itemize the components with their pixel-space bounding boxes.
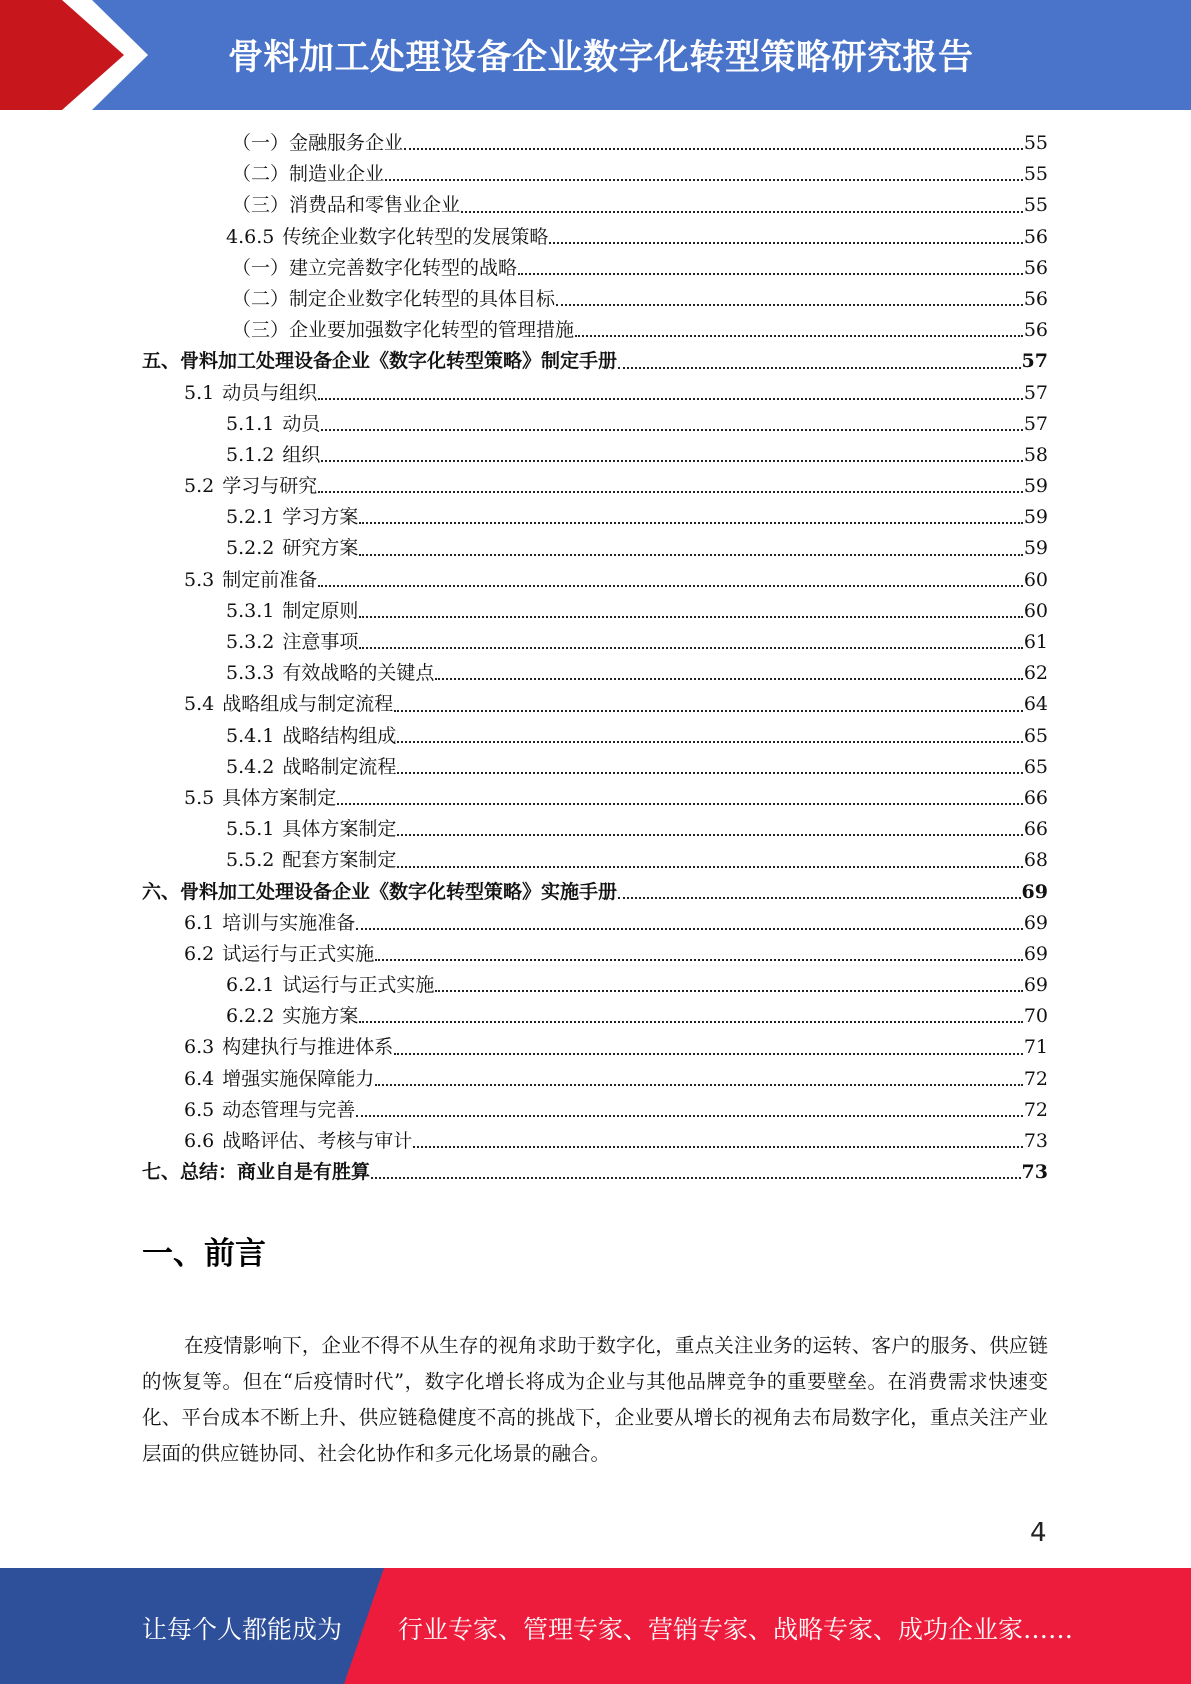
toc-entry-number: 5.3.2	[226, 631, 275, 653]
toc-entry-label: 战略制定流程	[282, 755, 397, 778]
toc-entry[interactable]	[142, 752, 1048, 783]
toc-entry-label: 具体方案制定	[222, 786, 337, 809]
toc-dot-leader	[618, 367, 1021, 369]
toc-entry-number: 5.4.2	[226, 755, 275, 778]
toc-entry[interactable]	[142, 908, 1048, 939]
toc-dot-leader	[318, 398, 1023, 400]
toc-entry[interactable]	[142, 253, 1048, 284]
toc-entry-page: 66	[1023, 786, 1048, 809]
toc-entry-label: （二）制定企业数字化转型的具体目标	[232, 287, 556, 310]
toc-entry[interactable]	[142, 970, 1048, 1001]
toc-entry-page: 65	[1023, 755, 1048, 778]
toc-entry-page: 60	[1023, 599, 1048, 622]
toc-entry-number: 6.1	[184, 911, 215, 934]
toc-dot-leader	[318, 491, 1023, 493]
toc-dot-leader	[359, 1021, 1022, 1023]
toc-entry[interactable]	[142, 1126, 1048, 1157]
toc-dot-leader	[359, 647, 1022, 649]
toc-entry-label: 制定前准备	[222, 568, 318, 591]
toc-dot-leader	[618, 897, 1021, 899]
toc-entry-label: 增强实施保障能力	[222, 1067, 375, 1090]
toc-entry[interactable]	[142, 378, 1048, 409]
toc-entry-number: 4.6.5	[226, 225, 275, 248]
toc-entry-label: 制定原则	[282, 599, 359, 622]
toc-entry-page: 57	[1023, 412, 1048, 435]
toc-entry-page: 69	[1023, 942, 1048, 965]
toc-entry-label: 试运行与正式实施	[282, 974, 435, 997]
toc-entry-number: 5.5.2	[226, 849, 275, 872]
toc-entry[interactable]	[142, 346, 1048, 377]
toc-entry-page: 70	[1023, 1005, 1048, 1028]
toc-entry-number: 5.1.1	[226, 412, 275, 435]
toc-entry[interactable]	[142, 721, 1048, 752]
toc-entry-page: 59	[1023, 537, 1048, 560]
toc-dot-leader	[318, 585, 1023, 587]
toc-entry-page: 66	[1023, 818, 1048, 841]
page-number: 4	[1030, 1518, 1047, 1548]
toc-entry-number: 6.2.1	[226, 974, 275, 997]
toc-entry-label: 有效战略的关键点	[282, 662, 435, 685]
header-band	[0, 0, 1191, 110]
toc-entry[interactable]	[142, 1001, 1048, 1032]
toc-entry[interactable]	[142, 783, 1048, 814]
toc-dot-leader	[435, 678, 1022, 680]
toc-entry-label: 传统企业数字化转型的发展策略	[282, 225, 549, 248]
toc-entry-number: 5.2.2	[226, 537, 275, 560]
toc-entry-page: 64	[1023, 693, 1048, 716]
toc-entry-number: 6.2	[184, 942, 215, 965]
toc-dot-leader	[371, 1177, 1021, 1179]
toc-entry-number: 5.1.2	[226, 443, 275, 466]
toc-entry-number: 5.3.3	[226, 662, 275, 685]
table-of-contents	[142, 128, 1048, 1188]
toc-entry[interactable]	[142, 877, 1048, 908]
toc-dot-leader	[321, 429, 1022, 431]
toc-dot-leader	[394, 710, 1023, 712]
toc-entry[interactable]	[142, 565, 1048, 596]
toc-entry-page: 61	[1023, 631, 1048, 653]
toc-entry-label: 动员	[282, 412, 321, 435]
toc-entry-page: 62	[1023, 662, 1048, 685]
toc-entry[interactable]	[142, 128, 1048, 159]
toc-entry-number: 6.6	[184, 1130, 215, 1152]
toc-dot-leader	[435, 990, 1022, 992]
toc-dot-leader	[321, 460, 1022, 462]
toc-entry-page: 69	[1023, 911, 1048, 934]
toc-entry-page: 59	[1023, 506, 1048, 529]
toc-entry-page: 71	[1023, 1036, 1048, 1059]
toc-entry-label: 构建执行与推进体系	[222, 1036, 394, 1059]
toc-entry-number: 6.5	[184, 1098, 215, 1121]
toc-entry-label: （一）金融服务企业	[232, 132, 404, 154]
toc-entry-label: 研究方案	[282, 537, 359, 560]
toc-dot-leader	[356, 1115, 1023, 1117]
toc-entry-label: 配套方案制定	[282, 849, 397, 872]
toc-entry[interactable]	[142, 1032, 1048, 1063]
toc-entry-page: 57	[1021, 350, 1048, 373]
toc-dot-leader	[359, 554, 1022, 556]
toc-entry-number: 6.3	[184, 1036, 215, 1059]
footer-slogan-left: 让每个人都能成为	[142, 1615, 343, 1644]
toc-entry-label: 注意事项	[282, 631, 359, 653]
toc-entry-number: 5.5	[184, 786, 215, 809]
toc-dot-leader	[385, 179, 1023, 181]
toc-entry-page: 69	[1023, 974, 1048, 997]
toc-entry-number: 5.1	[184, 381, 215, 404]
toc-entry[interactable]	[142, 939, 1048, 970]
toc-dot-leader	[359, 522, 1022, 524]
toc-entry-page: 58	[1023, 443, 1048, 466]
toc-entry-label: 六、骨料加工处理设备企业《数字化转型策略》实施手册	[142, 880, 618, 903]
header-title: 骨料加工处理设备企业数字化转型策略研究报告	[228, 38, 974, 78]
toc-entry[interactable]	[142, 596, 1048, 627]
toc-entry-label: 五、骨料加工处理设备企业《数字化转型策略》制定手册	[142, 350, 618, 373]
toc-entry-page: 60	[1023, 568, 1048, 591]
toc-entry[interactable]	[142, 689, 1048, 720]
toc-dot-leader	[397, 772, 1022, 774]
toc-entry-label: （三）消费品和零售业企业	[232, 194, 461, 217]
toc-dot-leader	[397, 834, 1022, 836]
toc-entry[interactable]	[142, 1095, 1048, 1126]
toc-dot-leader	[337, 803, 1023, 805]
header-chevron-icon	[0, 0, 160, 110]
toc-entry-page: 55	[1023, 163, 1048, 186]
toc-entry[interactable]	[142, 533, 1048, 564]
toc-dot-leader	[397, 866, 1022, 868]
toc-dot-leader	[413, 1146, 1023, 1148]
toc-entry[interactable]	[142, 814, 1048, 845]
toc-entry-page: 56	[1023, 256, 1048, 279]
toc-entry-label: 试运行与正式实施	[222, 942, 375, 965]
toc-entry-number: 5.4	[184, 693, 215, 716]
toc-entry[interactable]	[142, 1157, 1048, 1188]
toc-entry[interactable]	[142, 627, 1048, 658]
toc-entry-number: 6.2.2	[226, 1005, 275, 1028]
toc-entry-label: 战略组成与制定流程	[222, 693, 394, 716]
toc-entry-page: 59	[1023, 475, 1048, 498]
toc-entry-label: 培训与实施准备	[222, 911, 356, 934]
toc-entry-page: 56	[1023, 287, 1048, 310]
toc-entry-number: 6.4	[184, 1067, 215, 1090]
footer-slogan-right: 行业专家、管理专家、营销专家、战略专家、成功企业家……	[398, 1615, 1074, 1644]
toc-entry-label: （三）企业要加强数字化转型的管理措施	[232, 319, 575, 342]
toc-dot-leader	[556, 304, 1023, 306]
toc-entry[interactable]	[142, 409, 1048, 440]
toc-dot-leader	[356, 928, 1023, 930]
toc-entry-page: 57	[1023, 381, 1048, 404]
toc-entry[interactable]	[142, 159, 1048, 190]
toc-entry-number: 5.3.1	[226, 599, 275, 622]
toc-entry-label: 实施方案	[282, 1005, 359, 1028]
toc-entry[interactable]	[142, 284, 1048, 315]
toc-entry-number: 5.2.1	[226, 506, 275, 529]
toc-entry[interactable]	[142, 190, 1048, 221]
toc-entry-page: 72	[1023, 1098, 1048, 1121]
toc-entry[interactable]	[142, 502, 1048, 533]
toc-dot-leader	[404, 148, 1023, 150]
toc-entry-label: 学习与研究	[222, 475, 318, 498]
toc-entry-label: 组织	[282, 443, 321, 466]
toc-entry-page: 68	[1023, 849, 1048, 872]
toc-entry-number: 5.5.1	[226, 818, 275, 841]
toc-entry-label: （一）建立完善数字化转型的战略	[232, 256, 518, 279]
toc-entry[interactable]	[142, 471, 1048, 502]
toc-dot-leader	[359, 616, 1022, 618]
toc-entry-label: 动员与组织	[222, 381, 318, 404]
toc-entry-label: 战略结构组成	[282, 724, 397, 747]
toc-entry-label: 学习方案	[282, 506, 359, 529]
toc-dot-leader	[394, 1053, 1023, 1055]
toc-dot-leader	[518, 273, 1023, 275]
toc-entry-page: 72	[1023, 1067, 1048, 1090]
toc-entry-page: 56	[1023, 225, 1048, 248]
toc-entry-label: 动态管理与完善	[222, 1098, 356, 1121]
toc-dot-leader	[461, 211, 1023, 213]
toc-entry-page: 65	[1023, 724, 1048, 747]
toc-entry-number: 5.2	[184, 475, 215, 498]
toc-entry[interactable]	[142, 658, 1048, 689]
toc-entry-number: 5.4.1	[226, 724, 275, 747]
toc-entry[interactable]	[142, 222, 1048, 253]
toc-entry-page: 69	[1021, 880, 1048, 903]
section-title: 一、前言	[142, 1236, 266, 1272]
toc-entry-number: 5.3	[184, 568, 215, 591]
toc-entry[interactable]	[142, 315, 1048, 346]
toc-dot-leader	[397, 741, 1022, 743]
toc-entry-page: 73	[1023, 1130, 1048, 1152]
toc-entry-label: 七、总结：商业自是有胜算	[142, 1161, 371, 1184]
toc-dot-leader	[575, 335, 1023, 337]
toc-dot-leader	[375, 959, 1023, 961]
toc-entry-label: 具体方案制定	[282, 818, 397, 841]
footer-band	[0, 1568, 1191, 1684]
toc-entry-label: （二）制造业企业	[232, 163, 385, 186]
toc-entry[interactable]	[142, 845, 1048, 876]
toc-entry[interactable]	[142, 1064, 1048, 1095]
toc-entry-page: 73	[1021, 1161, 1048, 1184]
toc-entry[interactable]	[142, 440, 1048, 471]
toc-dot-leader	[549, 242, 1022, 244]
toc-entry-page: 56	[1023, 319, 1048, 342]
toc-entry-page: 55	[1023, 194, 1048, 217]
section-paragraph: 在疫情影响下，企业不得不从生存的视角求助于数字化，重点关注业务的运转、客户的服务、供应链的恢复等。但在“后疫情时代”，数字化增长将成为企业与其他品牌竞争的重要壁垒。在消费需求快速变化、平台成本不断上升、供应链稳健度不高的挑战下，企业要从增长的视角去布局数字化，重点关注产业层面的供应链协同、社会化协作和多元化场景的融合。	[142, 1334, 1048, 1465]
toc-dot-leader	[375, 1084, 1023, 1086]
toc-entry-page: 55	[1023, 132, 1048, 154]
toc-entry-label: 战略评估、考核与审计	[222, 1130, 413, 1152]
